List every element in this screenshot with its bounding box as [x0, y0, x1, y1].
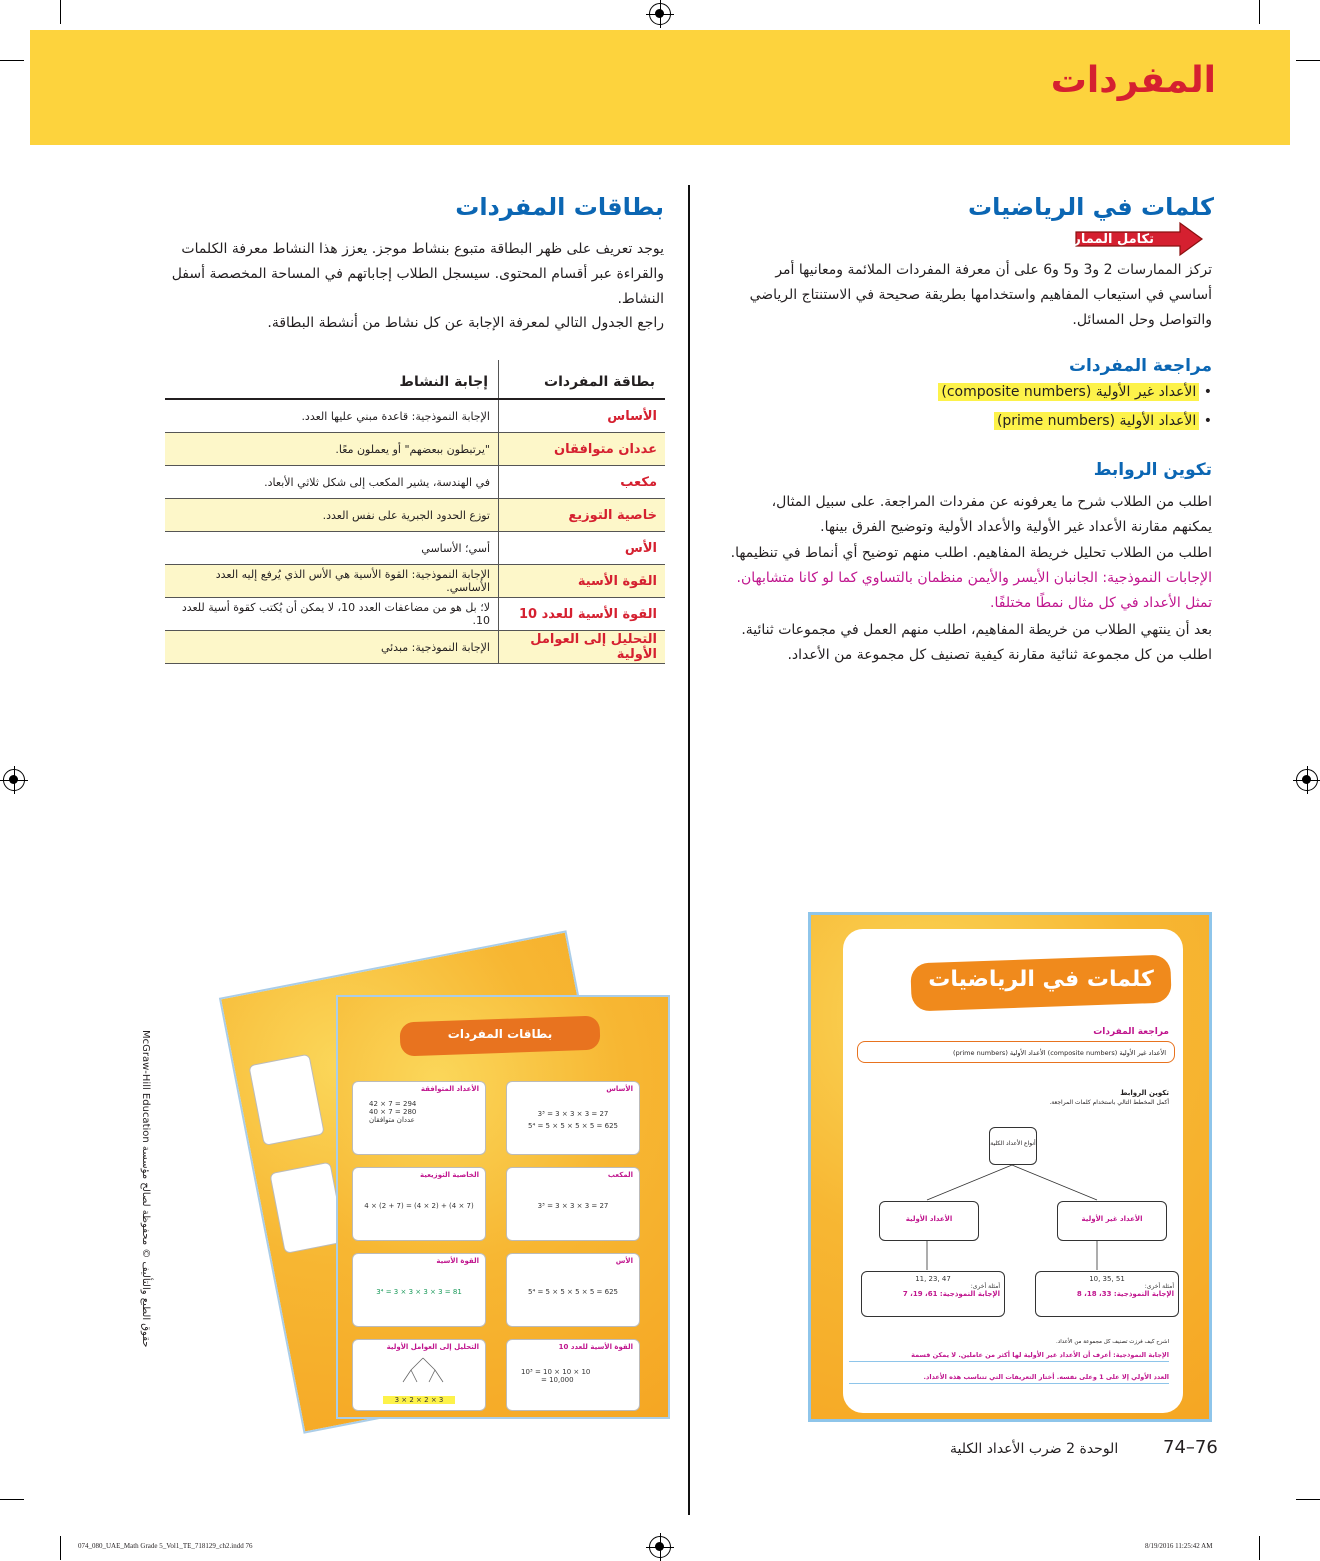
vocab-card-line: = 10,000: [541, 1376, 574, 1384]
registration-mark: [649, 3, 671, 25]
table-answer: في الهندسة، يشير المكعب إلى شكل ثلاثي الأبعاد.: [165, 466, 499, 499]
explain-answer: العدد الأولي إلا على 1 وعلى نفسه. أختار التعريفات التي تتناسب هذه الأعداد.: [849, 1373, 1169, 1384]
vocab-card-line: 10³ = 10 × 10 × 10: [521, 1368, 591, 1376]
vocab-card-line: 3³ = 3 × 3 × 3 = 27: [537, 1202, 609, 1210]
table-row: [165, 532, 665, 565]
table-answer: "يرتبطون ببعضهم" أو يعملون معًا.: [165, 433, 499, 466]
vocab-card-line: 3³ = 3 × 3 × 3 = 27: [537, 1110, 609, 1118]
connections-paragraph: اطلب من الطلاب تحليل خريطة المفاهيم. اطلب منهم توضيح أي أنماط في تنظيمها.: [730, 545, 1212, 561]
copyright-text: McGraw-Hill Education حقوق الطبع والتأليف © محفوظة لصالح مؤسسة: [140, 1030, 151, 1348]
card-sheet-front: [336, 995, 670, 1419]
table-term: عددان متوافقان: [499, 433, 666, 466]
examples-box-prime: [861, 1271, 1005, 1317]
worksheet-connect-heading: تكوين الروابط: [1120, 1089, 1169, 1097]
vocab-card-title: القوة الأسية للعدد 10: [558, 1343, 633, 1351]
slug-date: 8/19/2016 11:25:42 AM: [1145, 1542, 1213, 1550]
vocab-card-title: التحليل إلى العوامل الأولية: [386, 1343, 479, 1351]
concept-node-label: الأعداد غير الأولية: [1081, 1215, 1143, 1223]
table-answer: توزع الحدود الجبرية على نفس العدد.: [165, 499, 499, 532]
column-header: بطاقة المفردات: [499, 360, 666, 399]
review-title: مراجعة المفردات: [1068, 356, 1212, 376]
vocab-card-title: الأس: [615, 1257, 633, 1265]
connections-paragraph: بعد أن ينتهي الطلاب من خريطة المفاهيم، اطلب منهم العمل في مجموعات ثنائية. اطلب من كل مجموعة ثنائية مقارنة كيفية تصنيف كل مجموعة من الأعداد.: [741, 622, 1212, 663]
footer-unit: الوحدة 2 ضرب الأعداد الكلية: [950, 1441, 1119, 1457]
examples-more: أمثلة أخرى:: [1144, 1283, 1174, 1290]
copyright-side: [137, 1030, 153, 1380]
section-title-words-in-math: كلمات في الرياضيات: [968, 193, 1214, 221]
vocab-card-line: 3 × 2 × 2 × 3: [383, 1396, 455, 1404]
table-row: [165, 565, 665, 598]
page-title: المفردات: [1050, 60, 1216, 101]
column-divider: [688, 185, 690, 1515]
vocab-card: [352, 1081, 486, 1155]
explain-prompt: اشرح كيف فرزت تصنيف كل مجموعة من الأعداد.: [1056, 1339, 1169, 1345]
practice-text: تركز الممارسات 2 و3 و5 و6 على أن معرفة المفردات الملائمة ومعانيها أمر أساسي في استيعاب المفاهيم واستخدامها بطريقة صحيحة في الاستنتاج الرياضي والتواصل وحل المسائل.: [749, 262, 1212, 328]
table-answer: الإجابة النموذجية: مبدئي: [165, 631, 499, 664]
section-title-vocab-cards: بطاقات المفردات: [455, 193, 664, 221]
concept-node-composite: [1057, 1201, 1167, 1241]
table-header-row: [165, 360, 665, 399]
worksheet-review-box: الأعداد غير الأولية (composite numbers) الأعداد الأولية (prime numbers): [857, 1041, 1175, 1063]
examples-more: أمثلة أخرى:: [970, 1283, 1000, 1290]
vocab-intro: يوجد تعريف على ظهر البطاقة متبوع بنشاط موجز. يعزز هذا النشاط معرفة الكلمات والقراءة عبر أقسام المحتوى. سيسجل الطلاب إجاباتهم في المساحة المخصصة أسفل النشاط.: [171, 241, 664, 307]
vocab-card: [506, 1339, 640, 1411]
table-answer: الإجابة النموذجية: قاعدة مبني عليها العدد.: [165, 399, 499, 433]
examples-values: 11, 23, 47: [915, 1275, 951, 1283]
vocab-card: [506, 1167, 640, 1241]
crop-mark: [60, 0, 61, 24]
table-term: القوة الأسية للعدد 10: [499, 598, 666, 631]
bullet: •: [1199, 413, 1212, 429]
crop-mark: [0, 1499, 24, 1500]
table-row: [165, 399, 665, 433]
worksheet-connect-sub: أكمل المخطط التالي باستخدام كلمات المراجعة.: [1049, 1099, 1169, 1106]
vocab-card-line: 5⁴ = 5 × 5 × 5 × 5 = 625: [527, 1288, 618, 1296]
vocab-answer-table: [165, 360, 665, 664]
table-row: [165, 433, 665, 466]
card-sheet-title: بطاقات المفردات: [447, 1027, 553, 1041]
concept-node-label: الأعداد الأولية: [905, 1215, 953, 1223]
vocab-card: [506, 1081, 640, 1155]
table-answer: الإجابة النموذجية: القوة الأسية هي الأس الذي يُرفع إليه العدد الأساسي.: [165, 565, 499, 598]
vocab-card: [352, 1253, 486, 1327]
vocab-card: [352, 1339, 486, 1411]
concept-map-root: أنواع الأعداد الكلية: [989, 1127, 1037, 1165]
vocab-card-title: الأساس: [606, 1085, 633, 1093]
back-card: [269, 1162, 346, 1254]
worksheet-thumbnail: [808, 912, 1212, 1422]
vocab-card: [352, 1167, 486, 1241]
vocab-card-line: عددان متوافقان: [369, 1116, 415, 1124]
vocab-card-line: 40 × 7 = 280: [369, 1108, 417, 1116]
crop-mark: [1296, 1499, 1320, 1500]
registration-mark: [3, 769, 25, 791]
vocab-intro-2: راجع الجدول التالي لمعرفة الإجابة عن كل نشاط من أنشطة البطاقة.: [267, 315, 664, 331]
vocab-card-title: الأعداد المتوافقة: [420, 1085, 479, 1093]
table-term: خاصية التوزيع: [499, 499, 666, 532]
crop-mark: [60, 1536, 61, 1560]
registration-mark: [1296, 769, 1318, 791]
vocab-card: [506, 1253, 640, 1327]
review-term: الأعداد الأولية (prime numbers): [994, 412, 1199, 430]
crop-mark: [0, 60, 24, 61]
table-term: مكعب: [499, 466, 666, 499]
worksheet-title: كلمات في الرياضيات: [928, 967, 1154, 992]
table-answer: لا؛ بل هو من مضاعفات العدد 10، لا يمكن أن يُكتب كقوة أسية للعدد 10.: [165, 598, 499, 631]
practice-label: تكامل الممارسات: [1042, 232, 1154, 247]
bullet: •: [1199, 384, 1212, 400]
table-term: القوة الأسية: [499, 565, 666, 598]
review-term: الأعداد غير الأولية (composite numbers): [938, 383, 1199, 401]
vocab-card-title: المكعب: [607, 1171, 633, 1179]
vocab-card-line: 3⁴ = 3 × 3 × 3 × 3 = 81: [376, 1288, 462, 1296]
crop-mark: [1259, 0, 1260, 24]
connections-paragraph: اطلب من الطلاب شرح ما يعرفونه عن مفردات المراجعة. على سبيل المثال، يمكنهم مقارنة الأعداد غير الأولية والأعداد الأولية وتوضيح الفرق بينها.: [771, 494, 1212, 535]
model-answer: الإجابات النموذجية: الجانبان الأيسر والأيمن منظمان بالتساوي كما لو كانا متشابهان. تمثل الأعداد في كل مثال نمطًا مختلفًا.: [736, 570, 1212, 611]
worksheet-review-heading: مراجعة المفردات: [1093, 1027, 1169, 1037]
examples-values: 10, 35, 51: [1089, 1275, 1125, 1283]
concept-node-prime: [879, 1201, 979, 1241]
table-row: [165, 598, 665, 631]
back-card: [248, 1054, 325, 1146]
registration-mark: [649, 1536, 671, 1558]
table-term: الأساس: [499, 399, 666, 433]
vocab-card-line: 42 × 7 = 294: [369, 1100, 417, 1108]
examples-answer: الإجابة النموذجية: 61، 19، 7: [902, 1290, 1000, 1298]
page-number: 74–76: [1163, 1437, 1218, 1458]
crop-mark: [1296, 60, 1320, 61]
connections-title: تكوين الروابط: [1093, 460, 1212, 480]
vocab-card-line: 4 × (2 + 7) = (4 × 2) + (4 × 7): [364, 1202, 474, 1210]
explain-answer: الإجابة النموذجية: أعرف أن الأعداد غير الأولية لها أكثر من عاملين. لا يمكن قسمة: [849, 1351, 1169, 1362]
vocab-card-line: 5⁴ = 5 × 5 × 5 × 5 = 625: [527, 1122, 618, 1130]
table-row: [165, 499, 665, 532]
table-row: [165, 631, 665, 664]
factor-tree-icon: [393, 1356, 453, 1398]
table-row: [165, 466, 665, 499]
review-item: [994, 413, 1212, 429]
vocab-card-title: الخاصية التوزيعية: [420, 1171, 479, 1179]
examples-answer: الإجابة النموذجية: 33، 18، 8: [1076, 1290, 1174, 1298]
examples-box-composite: [1035, 1271, 1179, 1317]
table-term: الأس: [499, 532, 666, 565]
table-answer: أسي؛ الأساسي: [165, 532, 499, 565]
slug-file: 074_080_UAE_Math Grade 5_Vol1_TE_718129_ch2.indd 76: [78, 1542, 253, 1550]
table-term: التحليل إلى العوامل الأولية: [499, 631, 666, 664]
crop-mark: [1259, 1536, 1260, 1560]
review-item: [938, 384, 1212, 400]
column-header: إجابة النشاط: [165, 360, 499, 399]
vocab-card-title: القوة الأسية: [436, 1257, 479, 1265]
